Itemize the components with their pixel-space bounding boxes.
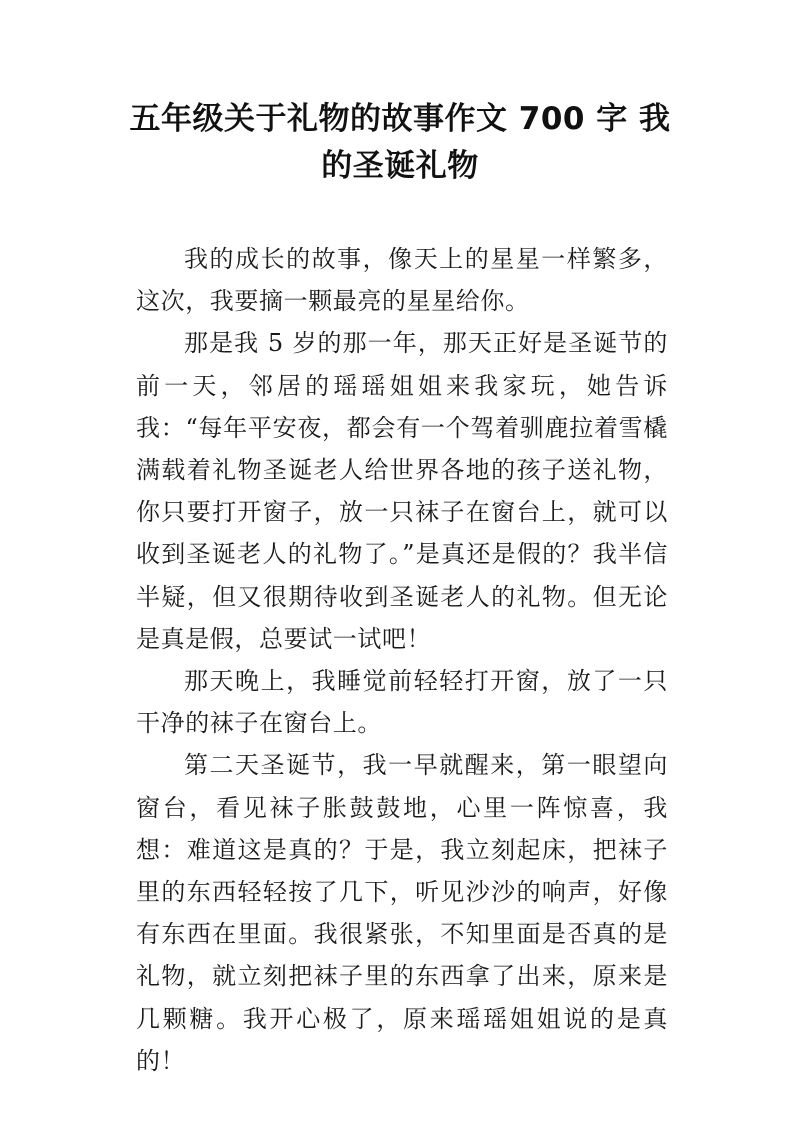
document-body bbox=[136, 238, 668, 1082]
paragraph-4: 第二天圣诞节，我一早就醒来，第一眼望向窗台，看见袜子胀鼓鼓地，心里一阵惊喜，我想：难道这是真的？于是，我立刻起床，把袜子里的东西轻轻按了几下，听见沙沙的响声，好像有东西在里面。我很紧张，不知里面是否真的是礼物，就立刻把袜子里的东西拿了出来，原来是几颗糖。我开心极了，原来瑶瑶姐姐说的是真的！ bbox=[136, 751, 668, 1075]
paragraph-3: 那天晚上，我睡觉前轻轻打开窗，放了一只干净的袜子在窗台上。 bbox=[136, 667, 668, 738]
paragraph-1: 我的成长的故事，像天上的星星一样繁多，这次，我要摘一颗最亮的星星给你。 bbox=[136, 245, 668, 316]
paragraph-2: 那是我 5 岁的那一年，那天正好是圣诞节的前一天，邻居的瑶瑶姐姐来我家玩，她告诉我：“每年平安夜，都会有一个驾着驯鹿拉着雪橇满载着礼物圣诞老人给世界各地的孩子送礼物，你只要打开窗子，放一只袜子在窗台上，就可以收到圣诞老人的礼物了。”是真还是假的？我半信半疑，但又很期待收到圣诞老人的礼物。但无论是真是假，总要试一试吧！ bbox=[136, 329, 668, 653]
document-title: 五年级关于礼物的故事作文 700 字 我的圣诞礼物 bbox=[129, 101, 671, 184]
